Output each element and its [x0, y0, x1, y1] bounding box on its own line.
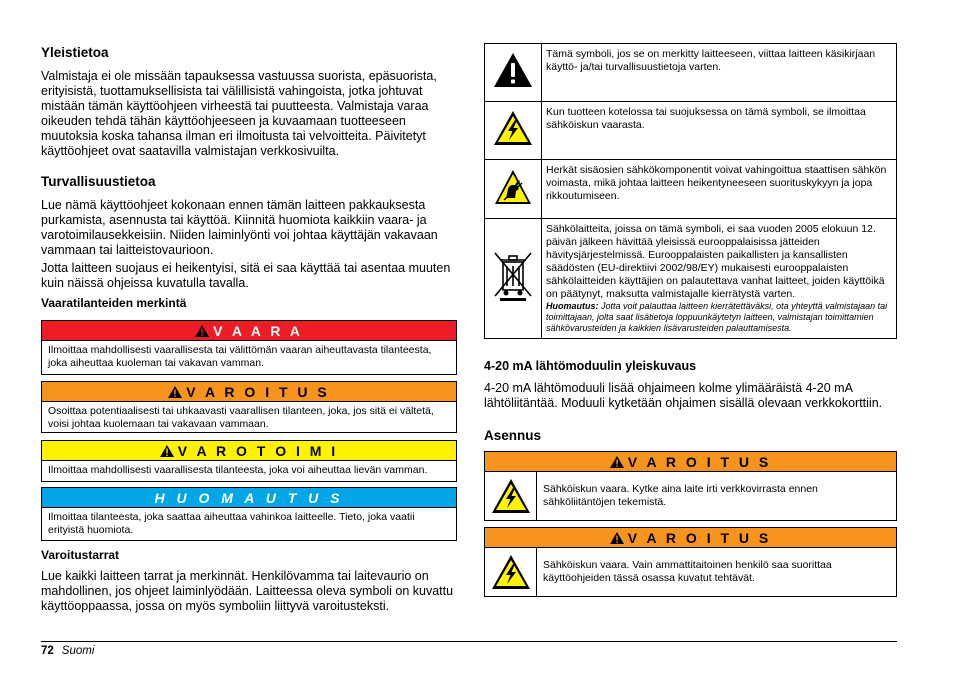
electrical-hazard-icon: [485, 472, 537, 520]
general-heading: Yleistietoa: [41, 45, 109, 60]
warning-label: V A R O I T U S: [627, 529, 772, 546]
symbol-text: [542, 219, 897, 339]
footer-language: Suomi: [61, 645, 95, 657]
warning-triangle-icon: [160, 445, 174, 457]
notice-label: H U O M A U T U S: [154, 489, 344, 506]
symbol-text: Tämä symboli, jos se on merkitty laitteeseen, viittaa laitteen käsikirjaan käyttö- ja/tai turvallisuustietoja varten.: [542, 44, 897, 102]
danger-text: Ilmoittaa mahdollisesti vaarallisesta tai välittömän vaaran aiheuttavasta tilanteesta, joka aiheuttaa kuoleman tai vakavan vamman.: [48, 344, 432, 369]
danger-label: V A A R A: [213, 322, 303, 339]
esd-sensitive-icon: [485, 160, 542, 219]
symbol-table: [484, 43, 897, 339]
warning-triangle-icon: [610, 532, 624, 544]
symbol-row: [485, 219, 897, 339]
hazard-heading: Vaaratilanteiden merkintä: [41, 296, 187, 310]
warning-text: Sähköiskun vaara. Vain ammattitaitoinen henkilö saa suorittaa käyttöohjeiden tässä osassa kuvatut tehtävät.: [543, 559, 832, 584]
footer-rule: [41, 641, 897, 642]
symbol-row: [485, 102, 897, 160]
notice-box: [41, 487, 457, 541]
install-heading: Asennus: [484, 428, 542, 443]
caution-box: [41, 440, 457, 482]
weee-text: Sähkölaitteita, joissa on tämä symboli, ei saa vuoden 2005 elokuun 12. päivän jälkeen hävittää yleisissä eurooppalaisissa jätteiden hävitysjärjestelmissä. Eurooppalaisten paikallisten ja kansallisten säädösten (EU-direktiivi 2002/98/EY) mukaisesti eurooppalaisten sähkölaitteiden käyttäjien on palautettava vanhat laitteet, joiden käyttöikä on päätynyt, maksutta valmistajalle kierrätystä varten.: [546, 223, 885, 300]
warning-text: Sähköiskun vaara. Kytke aina laite irti verkkovirrasta ennen sähköliitäntöjen tekemistä.: [543, 483, 818, 508]
caution-label: V A R O T O I M I: [177, 442, 339, 459]
warning-triangle-icon: [485, 44, 542, 102]
warning-text: Osoittaa potentiaalisesti tai uhkaavasti vaarallisen tilanteen, joka, jos sitä ei vältetä, voisi johtaa kuolemaan tai vakavaan vammaan.: [48, 405, 434, 430]
warning-triangle-icon: [195, 325, 209, 337]
page-number: 72: [41, 645, 54, 657]
page-footer: [41, 645, 94, 657]
safety-text-1: Lue nämä käyttöohjeet kokonaan ennen tämän laitteen pakkauksesta purkamista, asennusta tai käyttöä. Kiinnitä huomiota kaikkiin vaara- ja varotoimilausekkeisiin. Niiden laiminlyönti voi johtaa käyttäjän vakavaan vammaan tai laitteistovaurioon.: [41, 198, 438, 257]
weee-crossed-bin-icon: [485, 219, 542, 339]
note-text: Jotta voit palauttaa laitteen kierrätettäväksi, ota yhteyttä valmistajaan tai toimittajaan, jolta saat lisätietoja loppuunkäytetyn laitteen, valmistajan toimittamien sähkövarusteiden ja kaikkien lisävarusteiden palauttamisesta.: [546, 301, 888, 333]
symbol-text: Herkät sisäosien sähkökomponentit voivat vahingoittua staattisen sähkön voimasta, mikä johtaa laitteen heikentyneeseen suorituskykyyn ja jopa rikkoutumiseen.: [542, 160, 897, 219]
electrical-hazard-icon: [485, 102, 542, 160]
module-text: 4-20 mA lähtömoduuli lisää ohjaimeen kolme ylimääräistä 4-20 mA lähtöliitäntää. Moduuli kytketään ohjaimen sisällä olevaan verkkokorttiin.: [484, 381, 883, 410]
module-heading: 4-20 mA lähtömoduulin yleiskuvaus: [484, 359, 697, 373]
warning-label: V A R O I T U S: [186, 383, 330, 400]
electrical-hazard-icon: [485, 548, 537, 596]
install-warning-2: [484, 527, 897, 597]
warning-label: V A R O I T U S: [627, 453, 772, 470]
safety-text-2: Jotta laitteen suojaus ei heikentyisi, sitä ei saa käyttää tai asentaa muuten kuin näissä ohjeissa kuvatulla tavalla.: [41, 261, 451, 290]
caution-text: Ilmoittaa mahdollisesti vaarallisesta tilanteesta, joka voi aiheuttaa lievän vamman.: [48, 464, 428, 476]
labels-text: Lue kaikki laitteen tarrat ja merkinnät. Henkilövamma tai laitevaurio on mahdollinen, jos ohjeet laiminlyödään. Laitteessa oleva symboli on kuvattu käyttöoppaassa, jossa on myös symboliin liittyvä varoitusteksti.: [41, 569, 454, 613]
weee-note: [546, 301, 892, 334]
symbol-row: [485, 160, 897, 219]
general-text: Valmistaja ei ole missään tapauksessa vastuussa suorista, epäsuorista, erityisistä, tuottamuksellisista tai välillisistä vahingoista, jotka johtuvat mistään tämän käyttöohjeen virheestä tai puutteesta. Valmistaja varaa oikeuden tehdä tähän käyttöohjeeseen ja kuvaamaan tuotteeseen muutoksia koska tahansa ilman eri ilmoitusta tai velvoitteita. Päivitetyt käyttöohjeet ovat saatavilla valmistajan verkkosivuilta.: [41, 69, 437, 158]
notice-text: Ilmoittaa tilanteesta, joka saattaa aiheuttaa vahinkoa laitteelle. Tieto, joka vaatii erityistä huomiota.: [48, 511, 415, 536]
safety-heading: Turvallisuustietoa: [41, 174, 156, 189]
install-warning-1: [484, 451, 897, 521]
note-label: Huomautus:: [546, 301, 599, 311]
labels-heading: Varoitustarrat: [41, 548, 120, 562]
warning-triangle-icon: [168, 386, 182, 398]
symbol-text: Kun tuotteen kotelossa tai suojuksessa on tämä symboli, se ilmoittaa sähköiskun vaarasta.: [542, 102, 897, 160]
symbol-row: [485, 44, 897, 102]
danger-box: [41, 320, 457, 375]
warning-triangle-icon: [610, 456, 624, 468]
warning-box: [41, 381, 457, 433]
